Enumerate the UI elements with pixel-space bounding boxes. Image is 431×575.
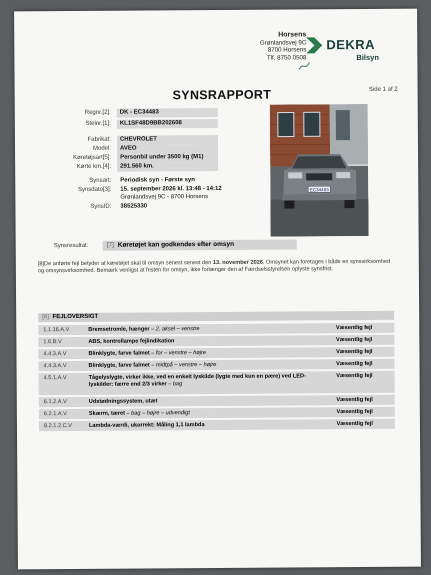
field-regnr: Regnr.[2]: DK - EC34483: [45, 108, 265, 119]
field-value: Periodisk syn - Første syn: [120, 177, 195, 184]
dekra-logo: [304, 35, 394, 76]
field-synsdato: Synsdato[3]: 15. september 2026 kl. 13:48 - 14:12: [45, 185, 265, 196]
field-value: 291.560 km.: [117, 162, 218, 171]
inspection-report-sheet: [14, 9, 421, 570]
field-value: 38525330: [120, 203, 148, 210]
license-plate: EC34483: [309, 187, 329, 193]
defect-row: 1.1.16.A.V Bremsetromle, hænger – 2. aksel – venstre Væsentlig fejl: [38, 323, 394, 335]
result-label: Synsresultat:: [53, 242, 89, 250]
field-value: Grønlandsvej 9C - 8700 Horsens: [120, 194, 209, 201]
notice-text: [8]De anførte fejl betyder at køretøjet skal til omsyn senest senest den 13. november 2026. Omsynet kan foretages i både en synsvirksomhed og omsynsvirksomhed. Bemærk venligst at fristen for omsyn, ikke forlænger den af Færdselsstyrelsen oplyste synsfrist.: [37, 258, 391, 275]
defect-row: 1.6.B.V ABS, kontrollampe fejlindikation Væsentlig fejl: [38, 335, 394, 347]
address-line: Tlf. 8750 0508: [266, 54, 307, 62]
field-stelnr: Stelnr.[1]: KL1SF48D9BB202608: [45, 119, 265, 130]
brand-name: DEKRA: [326, 36, 376, 53]
field-value: Personbil under 3500 kg (M1): [117, 153, 218, 162]
defects-header: [6] FEJLOVERSIGT: [38, 311, 394, 322]
address-line: Grønlandsvej 9C: [259, 38, 307, 47]
address-line: 8700 Horsens: [267, 46, 307, 54]
field-value: 15. september 2026 kl. 13:48 - 14:12: [120, 185, 222, 193]
result-box: [103, 239, 297, 250]
field-value: DK - EC34483: [117, 108, 218, 117]
dekra-arrow-icon: [304, 35, 324, 55]
field-fabrikat: Fabrikat: CHEVROLET: [45, 135, 265, 146]
field-value: KL1SF48D9BB202608: [117, 119, 218, 128]
address-line: Horsens: [278, 31, 307, 39]
field-value: AVEO: [117, 144, 218, 153]
defect-row: 4.4.3.A.V Blinklygte, farve falmet – midtpå – venstre – højre Væsentlig fejl: [39, 359, 395, 371]
vehicle-photo: [270, 104, 369, 237]
field-koretojsart: Køretøjsart[5]: Personbil under 3500 kg (M1): [45, 153, 265, 164]
defect-row: 8.2.1.2.C.V Lambda-værdi, ukorrekt: Måling 1,1 lambda Væsentlig fejl: [39, 419, 395, 431]
field-synsid: SynsID: 38525330: [45, 202, 265, 213]
field-model: Model: AVEO: [45, 144, 265, 155]
field-value: CHEVROLET: [117, 135, 218, 144]
page-title: SYNSRAPPORT: [172, 87, 272, 103]
station-address: [244, 31, 306, 62]
page-number: Side 1 af 2: [368, 86, 398, 93]
defect-row: 6.2.1.A.V Skærm, tæret – bag – højre – udvendigt Væsentlig fejl: [39, 407, 395, 419]
result-ref: [7]: [106, 241, 114, 249]
field-km: Kørte km.[4]: 291.560 km.: [45, 162, 265, 173]
defect-row: 4.4.3.A.V Blinklygte, farve falmet – for – venstre – højre Væsentlig fejl: [38, 347, 394, 359]
signature-scribble-icon: [297, 59, 311, 71]
defect-row: 6.1.2.A.V Udstødningssystem, utæt Væsentlig fejl: [39, 395, 395, 407]
field-synsart: Synsart: Periodisk syn - Første syn: [45, 176, 265, 187]
defect-row: 4.5.1.A.V Tågelyslygte, virker ikke, ved en enkelt lyskilde (lygte med kun en pære) ved LED-lyskilder: færre end 2/3 virker – bag Væsentlig fejl: [39, 371, 395, 395]
result-text: Køretøjet kan godkendes efter omsyn: [117, 240, 235, 249]
brand-sub: Bilsyn: [356, 52, 379, 63]
